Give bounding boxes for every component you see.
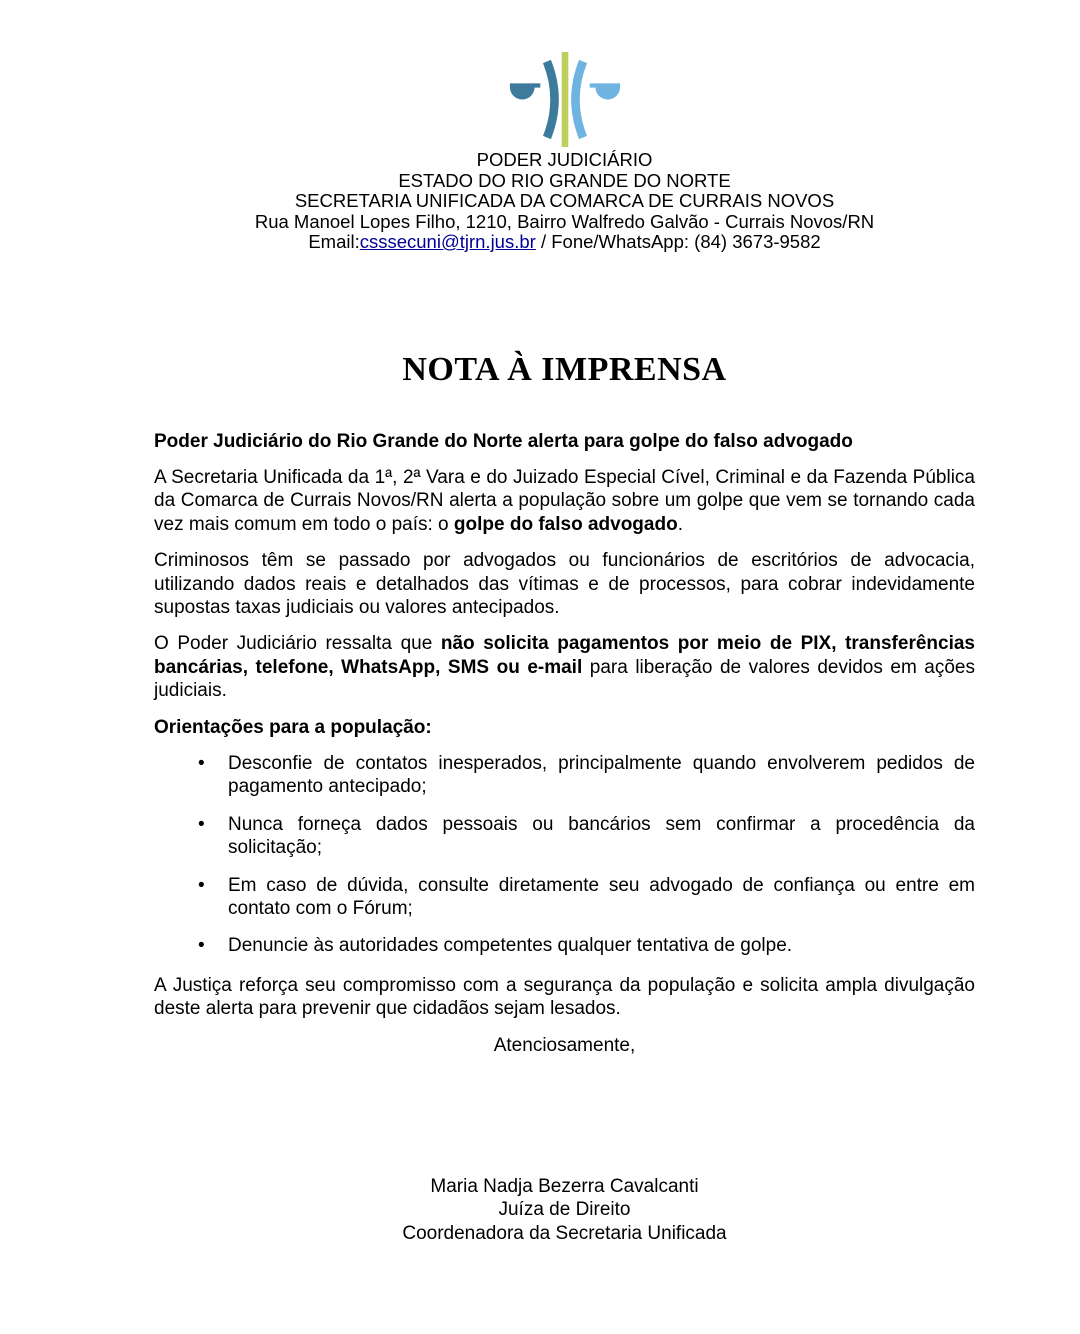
paragraph-1-bold-phrase: golpe do falso advogado [453, 513, 678, 535]
orientations-list [154, 752, 975, 958]
signer-role: Juíza de Direito [498, 1199, 631, 1221]
paragraph-3-end: para liberação de valores devidos em ações judiciais. [154, 656, 975, 702]
logo-left-arc [546, 62, 554, 138]
document-body [154, 430, 975, 1058]
closing-paragraph: A Justiça reforça seu compromisso com a segurança da população e solicita ampla divulgação deste alerta para prevenir que cidadãos sejam lesados. [154, 974, 975, 1020]
paragraph-1-period: . [677, 513, 683, 535]
org-address: Rua Manoel Lopes Filho, 1210, Bairro Walfredo Galvão - Currais Novos/RN [254, 210, 875, 232]
list-item: • Nunca forneça dados pessoais ou bancários sem confirmar a procedência da solicitação; [154, 813, 975, 860]
signer-title: Coordenadora da Secretaria Unificada [402, 1222, 727, 1244]
email-link[interactable]: csssecuni@tjrn.jus.br [359, 231, 536, 252]
list-item: • Desconfie de contatos inesperados, principalmente quando envolverem pedidos de pagamento antecipado; [154, 752, 975, 799]
paragraph-3-bold-phrase: não solicita pagamentos por meio de PIX, transferências bancárias, telefone, WhatsApp, SMS ou e-mail [154, 633, 975, 678]
paragraph-2: Criminosos têm se passado por advogados ou funcionários de escritórios de advocacia, utilizando dados reais e detalhados das vítimas e de processos, para cobrar indevidamente supostas taxas judiciais ou valores antecipados. [154, 550, 975, 618]
list-item: • Em caso de dúvida, consulte diretamente seu advogado de confiança ou entre em contato com o Fórum; [154, 874, 975, 921]
paragraph-1 [154, 466, 975, 536]
org-contact-line [154, 232, 975, 253]
logo-left-pan-bar [509, 83, 539, 87]
logo-center-bar [561, 52, 568, 147]
orientations-heading: Orientações para a população: [154, 716, 432, 738]
logo-container [154, 52, 975, 147]
paragraph-3-text: O Poder Judiciário ressalta que [154, 633, 441, 655]
scales-of-justice-icon [506, 52, 624, 147]
org-name-line1: PODER JUDICIÁRIO [476, 149, 653, 170]
logo-right-pan-bowl [595, 87, 620, 99]
salutation: Atenciosamente, [493, 1034, 636, 1056]
logo-left-pan-bowl [509, 87, 534, 99]
org-name-line3: SECRETARIA UNIFICADA DA COMARCA DE CURRAIS NOVOS [294, 190, 835, 211]
logo-right-arc [575, 62, 583, 138]
email-label: Email: [308, 231, 360, 252]
signer-name: Maria Nadja Bezerra Cavalcanti [430, 1176, 699, 1198]
logo-right-pan-bar [589, 83, 619, 87]
document-title: NOTA À IMPRENSA [402, 350, 727, 388]
paragraph-3 [154, 632, 975, 702]
alert-headline: Poder Judiciário do Rio Grande do Norte alerta para golpe do falso advogado [154, 430, 853, 452]
list-item: • Denuncie às autoridades competentes qualquer tentativa de golpe. [154, 934, 975, 957]
paragraph-1-text: A Secretaria Unificada da 1ª, 2ª Vara e do Juizado Especial Cível, Criminal e da Fazenda Pública da Comarca de Currais Novos/RN alerta a população sobre um golpe que vem se tornando cada vez mais comum em todo o país: o [154, 466, 975, 535]
org-name-line2: ESTADO DO RIO GRANDE DO NORTE [398, 169, 731, 191]
signature-block [154, 1175, 975, 1245]
letterhead [154, 52, 975, 253]
phone-text: / Fone/WhatsApp: (84) 3673-9582 [535, 231, 821, 252]
